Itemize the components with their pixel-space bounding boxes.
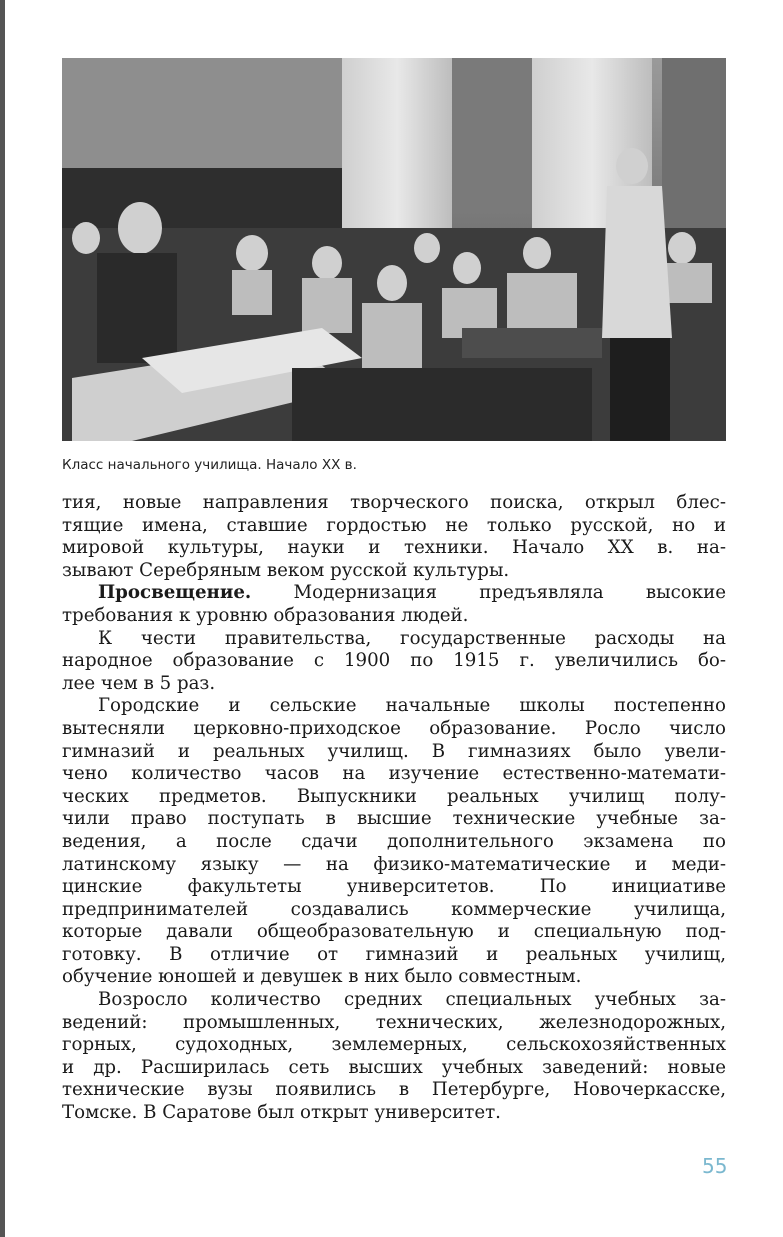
text-line-content: требования к уровню образования людей. bbox=[62, 604, 469, 626]
text-line bbox=[62, 628, 726, 651]
text-line bbox=[62, 1034, 726, 1057]
text-line bbox=[62, 989, 726, 1012]
text-line-content: тящие имена, ставшие гордостью не только русской, но и bbox=[62, 514, 726, 536]
text-line-content: латинскому языку — на физико-математические и меди- bbox=[62, 853, 726, 875]
text-line-content: обучение юношей и девушек в них было совместным. bbox=[62, 966, 582, 988]
text-line bbox=[62, 1012, 726, 1035]
text-line-content: чено количество часов на изучение естественно-математи- bbox=[62, 763, 726, 785]
body-text bbox=[62, 492, 726, 1125]
text-line bbox=[62, 537, 726, 560]
text-line-content: ведения, а после сдачи дополнительного экзамена по bbox=[62, 830, 726, 852]
text-line-content: предпринимателей создавались коммерческие училища, bbox=[62, 898, 726, 920]
text-line-content: Городские и сельские начальные школы постепенно bbox=[98, 695, 726, 717]
text-line-content: Томске. В Саратове был открыт университет. bbox=[62, 1102, 501, 1124]
text-line bbox=[62, 560, 726, 583]
text-line bbox=[62, 605, 726, 628]
text-line bbox=[62, 1079, 726, 1102]
text-line-content: горных, судоходных, землемерных, сельскохозяйственных bbox=[62, 1034, 726, 1056]
text-line bbox=[62, 650, 726, 673]
text-line bbox=[62, 808, 726, 831]
text-line bbox=[62, 854, 726, 877]
text-line-content: и др. Расширилась сеть высших учебных заведений: новые bbox=[62, 1056, 726, 1078]
text-line bbox=[62, 515, 726, 538]
page-edge-rule bbox=[0, 0, 5, 1237]
text-line-content: Модернизация предъявляла высокие bbox=[251, 582, 726, 604]
text-line-content: готовку. В отличие от гимназий и реальных училищ, bbox=[62, 943, 726, 965]
text-line bbox=[62, 582, 726, 605]
text-line-content: тия, новые направления творческого поиска, открыл блес- bbox=[62, 492, 726, 513]
text-line bbox=[62, 741, 726, 764]
text-line-content: лее чем в 5 раз. bbox=[62, 672, 216, 694]
text-line-content: К чести правительства, государственные расходы на bbox=[98, 627, 726, 649]
text-line-content: вытесняли церковно-приходское образование. Росло число bbox=[62, 717, 726, 739]
text-line-content: чили право поступать в высшие технические учебные за- bbox=[62, 808, 726, 830]
text-line-content: народное образование с 1900 по 1915 г. увеличились бо- bbox=[62, 650, 726, 672]
text-line bbox=[62, 492, 726, 515]
text-line bbox=[62, 763, 726, 786]
text-line-content: которые давали общеобразовательную и специальную под- bbox=[62, 921, 726, 943]
text-line bbox=[62, 1102, 726, 1125]
text-line-content: Возросло количество средних специальных учебных за- bbox=[98, 989, 726, 1011]
page-number: 55 bbox=[702, 1154, 728, 1178]
text-line bbox=[62, 966, 726, 989]
text-line bbox=[62, 944, 726, 967]
text-line-content: ческих предметов. Выпускники реальных училищ полу- bbox=[62, 785, 726, 807]
text-line bbox=[62, 921, 726, 944]
photo-caption: Класс начального училища. Начало XX в. bbox=[62, 457, 357, 473]
text-line-content: мировой культуры, науки и техники. Начало XX в. на- bbox=[62, 537, 726, 559]
text-line bbox=[62, 1057, 726, 1080]
text-line-content: цинские факультеты университетов. По инициативе bbox=[62, 876, 726, 898]
text-line bbox=[62, 695, 726, 718]
classroom-photo bbox=[62, 58, 726, 441]
section-heading: Просвещение. bbox=[98, 582, 252, 604]
text-line-content: технические вузы появились в Петербурге, Новочеркасске, bbox=[62, 1079, 726, 1101]
text-line bbox=[62, 718, 726, 741]
text-line bbox=[62, 831, 726, 854]
text-line-content: гимназий и реальных училищ. В гимназиях было увели- bbox=[62, 740, 726, 762]
text-line bbox=[62, 876, 726, 899]
text-line bbox=[62, 673, 726, 696]
text-line-content: ведений: промышленных, технических, железнодорожных, bbox=[62, 1011, 726, 1033]
text-line bbox=[62, 786, 726, 809]
text-line bbox=[62, 899, 726, 922]
text-line-content: зывают Серебряным веком русской культуры. bbox=[62, 559, 510, 581]
